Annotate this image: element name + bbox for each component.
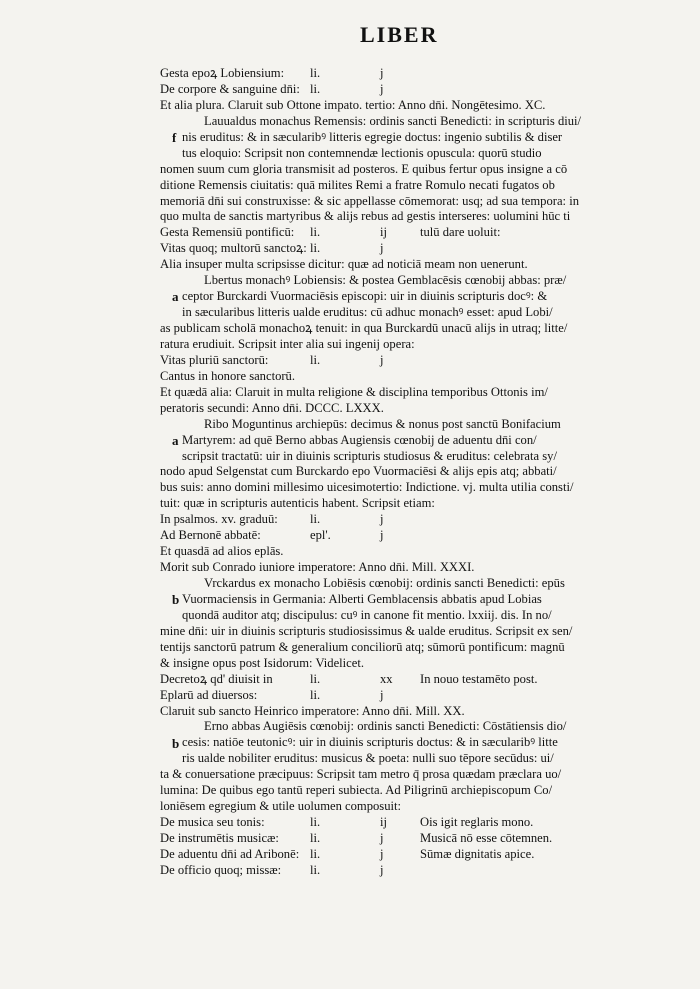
- line-text: Et quædā alia: Claruit in multa religione & disciplina temporibus Ottonis im/: [160, 384, 548, 399]
- catalog-entry-line: [160, 847, 660, 863]
- entry-incipit: tulū dare uoluit:: [420, 225, 501, 240]
- text-line: [160, 98, 660, 114]
- text-line: [160, 751, 660, 767]
- entry-count: j: [380, 862, 384, 877]
- entry-title: De aduentu dn̄i ad Aribonē:: [160, 846, 300, 861]
- line-text: Et quasdā ad alios eplās.: [160, 544, 284, 559]
- entry-count: j: [380, 831, 384, 845]
- entry-title: Vitas pluriū sanctorū:: [160, 352, 269, 367]
- text-line: [160, 289, 660, 305]
- entry-title: De musica seu tonis:: [160, 815, 265, 830]
- text-line: [160, 146, 660, 162]
- catalog-entry-line: [160, 353, 660, 369]
- line-text: Cantus in honore sanctorū.: [160, 368, 296, 383]
- entry-title: De officio quoq; missæ:: [160, 862, 282, 877]
- text-line: [160, 544, 660, 560]
- line-text: Lauualdus monachus Remensis: ordinis sancti Benedicti: in scripturis diui/: [204, 113, 582, 128]
- line-text: cesis: natiōe teutonicꝰ: uir in diuinis scripturis doctus: & in sæcularibꝰ litte: [182, 735, 558, 750]
- line-text: scripsit tractatū: uir in diuinis scripturis studiosus & eruditus: celebrata sy/: [182, 448, 557, 463]
- margin-letter: a: [172, 289, 179, 305]
- text-line: [160, 433, 660, 449]
- catalog-entry-line: [160, 241, 660, 257]
- text-line: [160, 799, 660, 815]
- line-text: Claruit sub sancto Heinrico imperatore: Anno dn̄i. Mill. XX.: [160, 703, 465, 718]
- entry-unit: li.: [310, 862, 321, 877]
- text-line: [160, 305, 660, 321]
- entry-unit: li.: [310, 846, 321, 861]
- text-line: [160, 640, 660, 656]
- line-text: in sæcularibus litteris ualde eruditus: cū adhuc monachꝰ esset: apud Lobi/: [182, 305, 553, 320]
- text-line: [160, 783, 660, 799]
- entry-count: j: [380, 81, 384, 96]
- entry-count: xx: [380, 671, 393, 686]
- text-line: [160, 480, 660, 496]
- line-text: loniēsem egregium & utile uolumen composuit:: [160, 799, 401, 814]
- line-text: Alia insuper multa scripsisse dicitur: quæ ad noticiā meam non uenerunt.: [160, 257, 528, 272]
- entry-count: j: [380, 528, 384, 543]
- line-text: quo multa de sanctis martyribus & alijs rebus ad gestis interseres: uolumini hūc ti: [160, 209, 571, 224]
- entry-count: j: [380, 687, 384, 702]
- text-line: [160, 704, 660, 720]
- catalog-entry-line: [160, 863, 660, 879]
- text-line: [160, 767, 660, 783]
- entry-unit: li.: [310, 241, 321, 256]
- entry-unit: li.: [310, 671, 321, 686]
- line-text: tuit: quæ in scripturis autenticis habent. Scripsit etiam:: [160, 496, 435, 511]
- line-text: ta & conuersatione præcipuus: Scripsit tam metro q̄ prosa quædam præclara uo/: [160, 767, 562, 782]
- text-line: [160, 592, 660, 608]
- catalog-entry-line: [160, 512, 660, 528]
- catalog-entry-line: [160, 82, 660, 98]
- entry-incipit: In nouo testamēto post.: [420, 671, 538, 686]
- text-line: [160, 576, 660, 592]
- line-text: bus suis: anno domini millesimo uicesimotertio: Indictione. vj. multa utilia consti/: [160, 480, 574, 495]
- entry-title: Eplarū ad diuersos:: [160, 687, 258, 702]
- entry-unit: li.: [310, 512, 321, 527]
- line-text: ratura erudiuit. Scripsit inter alia sui ingenij opera:: [160, 336, 415, 351]
- line-text: Erno abbas Augiēsis cœnobij: ordinis sancti Benedicti: Cōstātiensis dio/: [204, 719, 567, 734]
- margin-letter: a: [172, 432, 179, 448]
- text-line: [160, 209, 660, 225]
- entry-count: j: [380, 241, 384, 256]
- line-text: ditione Remensis ciuitatis: quā milites Remi a fratre Romulo necati fugatos ob: [160, 177, 555, 192]
- line-text: Et alia plura. Claruit sub Ottone impato. tertio: Anno dn̄i. Nongētesimo. XC.: [160, 97, 546, 112]
- line-text: Martyrem: ad quē Berno abbas Augiensis cœnobij de aduentu dn̄i con/: [182, 432, 537, 447]
- text-line: [160, 337, 660, 353]
- line-text: nodo apud Selgenstat cum Burckardo epo Vuormaciēsi & alijs epis atq; abbati/: [160, 464, 557, 479]
- text-line: [160, 735, 660, 751]
- entry-incipit: Sūmæ dignitatis apice.: [420, 846, 535, 861]
- entry-title: Vitas quoq; multorū sanctoꝝ:: [160, 241, 307, 256]
- text-line: [160, 257, 660, 273]
- line-text: ris ualde nobiliter eruditus: musicus & poeta: nulli suo tēpore secūdus: ui/: [182, 751, 554, 766]
- text-line: [160, 162, 660, 178]
- text-line: [160, 385, 660, 401]
- line-text: as publicam scholā monachoꝝ tenuit: in qua Burckardū unacū alijs in utraq; litte/: [160, 321, 568, 335]
- line-text: tus eloquio: Scripsit non contemnendæ lectionis opuscula: quorū studio: [182, 145, 542, 160]
- entry-unit: li.: [310, 352, 321, 367]
- text-line: [160, 130, 660, 146]
- entry-title: In psalmos. xv. graduū:: [160, 512, 278, 527]
- catalog-entry-line: [160, 528, 660, 544]
- text-line: [160, 321, 660, 337]
- margin-letter: f: [172, 129, 177, 145]
- text-line: [160, 449, 660, 465]
- catalog-entry-line: [160, 66, 660, 82]
- text-block: [160, 66, 660, 879]
- text-line: [160, 608, 660, 624]
- text-line: [160, 560, 660, 576]
- entry-title: Decretoꝝ qd' diuisit in: [160, 671, 273, 686]
- line-text: Ribo Moguntinus archiepūs: decimus & nonus post sanctū Bonifacium: [204, 416, 561, 431]
- text-line: [160, 369, 660, 385]
- line-text: peratoris secundi: Anno dn̄i. DCCC. LXXX.: [160, 400, 384, 415]
- entry-unit: li.: [310, 831, 321, 845]
- line-text: nis eruditus: & in sæcularibꝰ litteris egregie doctus: ingenio subtilis & diser: [182, 129, 563, 144]
- text-line: [160, 114, 660, 130]
- text-line: [160, 464, 660, 480]
- line-text: nomen suum cum gloria transmisit ad posteros. E quibus fertur opus insigne a cō: [160, 161, 568, 176]
- text-line: [160, 496, 660, 512]
- text-line: [160, 273, 660, 289]
- text-line: [160, 194, 660, 210]
- entry-count: ij: [380, 225, 387, 240]
- entry-count: j: [380, 352, 384, 367]
- line-text: memoriā dn̄i sui construxisse: & sic appellasse cōmemorat: usq; ad sua tempora: in: [160, 193, 580, 208]
- line-text: mine dn̄i: uir in diuinis scripturis studiosissimus & ualde eruditus. Scripsit ex sen/: [160, 623, 573, 638]
- catalog-entry-line: [160, 225, 660, 241]
- entry-title: De instrumētis musicæ:: [160, 831, 279, 845]
- line-text: Vrckardus ex monacho Lobiēsis cœnobij: ordinis sancti Benedicti: epūs: [204, 576, 565, 590]
- line-text: & insigne opus post Isidorum: Videlicet.: [160, 655, 364, 670]
- line-text: ceptor Burckardi Vuormaciēsis episcopi: uir in diuinis scripturis docꝰ: &: [182, 289, 548, 304]
- line-text: tentijs sanctorū patrum & generalium conciliorū atq; sūmorū pontificum: magnū: [160, 639, 565, 654]
- entry-incipit: Musicā nō esse cōtemnen.: [420, 831, 553, 845]
- catalog-entry-line: [160, 672, 660, 688]
- line-text: quondā auditor atq; discipulus: cuꝰ in canone fit mentio. lxxiij. dis. In no/: [182, 607, 552, 622]
- running-header: LIBER: [360, 22, 439, 47]
- catalog-entry-line: [160, 815, 660, 831]
- text-line: [160, 719, 660, 735]
- margin-letter: b: [172, 592, 180, 608]
- text-line: [160, 417, 660, 433]
- text-line: [160, 178, 660, 194]
- margin-letter: b: [172, 735, 180, 751]
- entry-title: Gesta epoꝝ Lobiensium:: [160, 66, 285, 80]
- line-text: Lbertus monachꝰ Lobiensis: & postea Gemblacēsis cœnobij abbas: præ/: [204, 273, 567, 288]
- line-text: Morit sub Conrado iuniore imperatore: Anno dn̄i. Mill. XXXI.: [160, 560, 475, 575]
- text-line: [160, 401, 660, 417]
- entry-unit: li.: [310, 66, 321, 80]
- entry-unit: li.: [310, 815, 321, 830]
- entry-unit: li.: [310, 81, 321, 96]
- entry-count: j: [380, 846, 384, 861]
- entry-count: j: [380, 512, 384, 527]
- entry-unit: epl'.: [310, 528, 331, 543]
- text-line: [160, 656, 660, 672]
- entry-unit: li.: [310, 687, 321, 702]
- line-text: Vuormaciensis in Germania: Alberti Gemblacensis abbatis apud Lobias: [182, 591, 542, 606]
- entry-incipit: Ois igit reglaris mono.: [420, 815, 534, 830]
- entry-title: De corpore & sanguine dn̄i:: [160, 81, 300, 96]
- entry-count: j: [380, 66, 384, 80]
- catalog-entry-line: [160, 688, 660, 704]
- entry-unit: li.: [310, 225, 321, 240]
- text-line: [160, 624, 660, 640]
- line-text: lumina: De quibus ego tantū reperi subiecta. Ad Piligrinū archiepiscopum Co/: [160, 783, 553, 798]
- catalog-entry-line: [160, 831, 660, 847]
- entry-title: Ad Bernonē abbatē:: [160, 528, 261, 543]
- entry-count: ij: [380, 815, 387, 830]
- entry-title: Gesta Remensiū pontificū:: [160, 225, 295, 240]
